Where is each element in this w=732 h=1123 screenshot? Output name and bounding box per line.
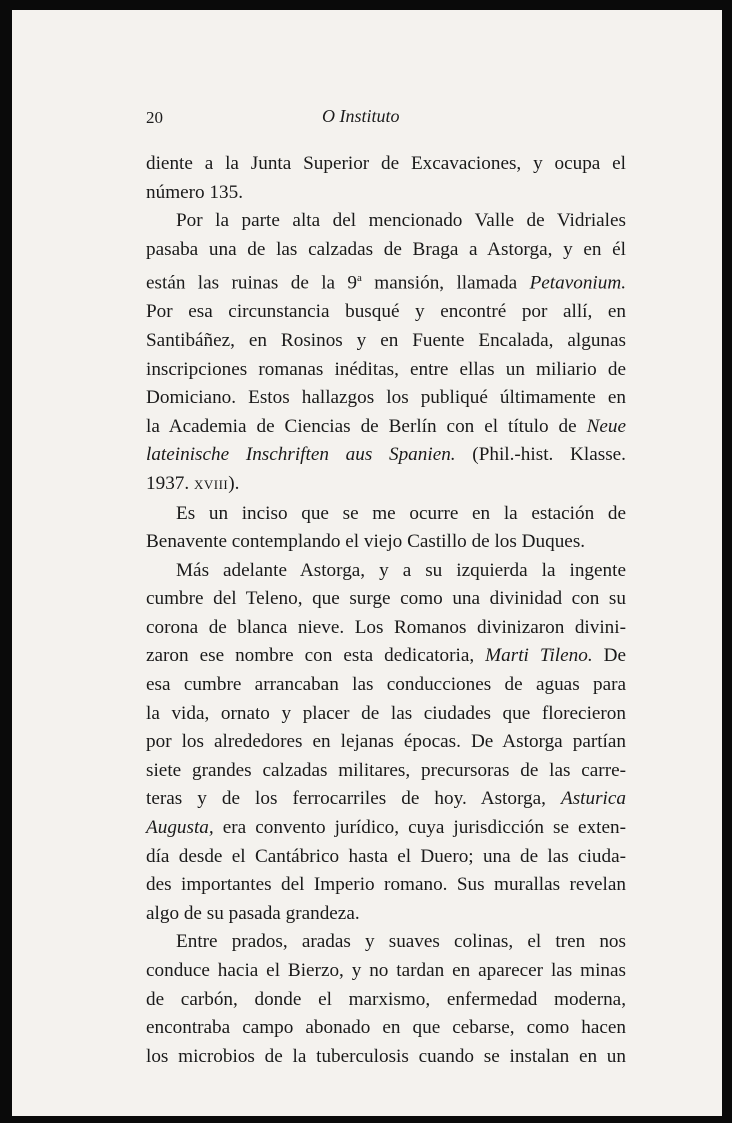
text-line: diente a la Junta Superior de Excavaciones, y ocupa el (146, 153, 626, 174)
text-line: cumbre del Teleno, que surge como una divinidad con su (146, 588, 626, 610)
text-line (146, 785, 626, 814)
text-line: algo de su pasada grandeza. (146, 902, 360, 924)
text-line: Por esa circunstancia busqué y encontré por allí, en (146, 301, 626, 323)
text-line: Benavente contemplando el viejo Castillo de los Duques. (146, 531, 586, 553)
text-line: esa cumbre arrancaban las conducciones de aguas para (146, 674, 626, 696)
text-line: pasaba una de las calzadas de Braga a Astorga, y en él (146, 238, 626, 260)
text-line: Es un inciso que se me ocurre en la estación de (176, 502, 626, 524)
superscript: a (357, 272, 362, 285)
body-text (146, 150, 626, 1071)
text-line: Domiciano. Estos hallazgos los publiqué últimamente en (146, 387, 626, 409)
text-line: número 135. (146, 181, 243, 203)
text-line (146, 814, 626, 843)
text-line: Entre prados, aradas y suaves colinas, el tren nos (176, 931, 626, 953)
small-caps-numeral: XVIII (193, 476, 229, 492)
page-header (12, 106, 722, 136)
text-fragment: zaron ese nombre con esta dedicatoria, (146, 645, 486, 667)
text-line (146, 470, 626, 500)
text-line: siete grandes calzadas militares, precursoras de las carre- (146, 759, 626, 781)
text-fragment: (Phil.-hist. Klasse. (455, 444, 626, 466)
italic-text: Petavonium. (529, 272, 627, 294)
italic-text: Neue (586, 415, 626, 437)
text-line: conduce hacia el Bierzo, y no tardan en aparecer las minas (146, 960, 626, 982)
text-fragment: teras y de los ferrocarriles de hoy. Astorga, (146, 788, 561, 810)
text-line: Por la parte alta del mencionado Valle de Vidriales (176, 210, 626, 232)
text-fragment: mansión, llamada (361, 272, 530, 294)
running-title: O Instituto (322, 106, 400, 126)
text-line: encontraba campo abonado en que cebarse, como hacen (146, 1017, 626, 1039)
italic-text: Marti Tileno. (485, 645, 593, 667)
text-line: inscripciones romanas inéditas, entre ellas un miliario de (146, 358, 626, 380)
text-line: Más adelante Astorga, y a su izquierda la ingente (176, 559, 626, 581)
italic-text: Augusta, (146, 817, 214, 839)
text-fragment: era convento jurídico, cuya jurisdicción se exten- (213, 817, 626, 839)
text-line: día desde el Cantábrico hasta el Duero; una de las ciuda- (146, 845, 626, 867)
text-line: corona de blanca nieve. Los Romanos divinizaron divini- (146, 616, 626, 638)
text-fragment: la Academia de Ciencias de Berlín con el título de (146, 415, 587, 437)
page-number: 20 (146, 108, 163, 127)
text-line: la vida, ornato y placer de las ciudades que florecieron (146, 702, 626, 724)
text-fragment: ). (228, 472, 240, 494)
text-line: los microbios de la tuberculosis cuando se instalan en un (146, 1045, 626, 1067)
text-line: des importantes del Imperio romano. Sus murallas revelan (146, 874, 626, 896)
text-line (146, 413, 626, 442)
italic-text: Asturica (560, 788, 626, 810)
text-fragment: están las ruinas de la 9 (146, 272, 358, 294)
scanned-page (12, 10, 722, 1116)
text-line: de carbón, donde el marxismo, enfermedad moderna, (146, 988, 626, 1010)
text-fragment: De (592, 645, 626, 667)
text-line: Santibáñez, en Rosinos y en Fuente Encalada, algunas (146, 329, 626, 351)
text-line (146, 642, 626, 671)
text-line (146, 264, 626, 298)
italic-text: lateinische Inschriften aus Spanien. (146, 444, 456, 466)
text-line: por los alrededores en lejanas épocas. De Astorga partían (146, 731, 626, 753)
text-line (146, 441, 626, 470)
text-fragment: 1937. (146, 472, 194, 494)
